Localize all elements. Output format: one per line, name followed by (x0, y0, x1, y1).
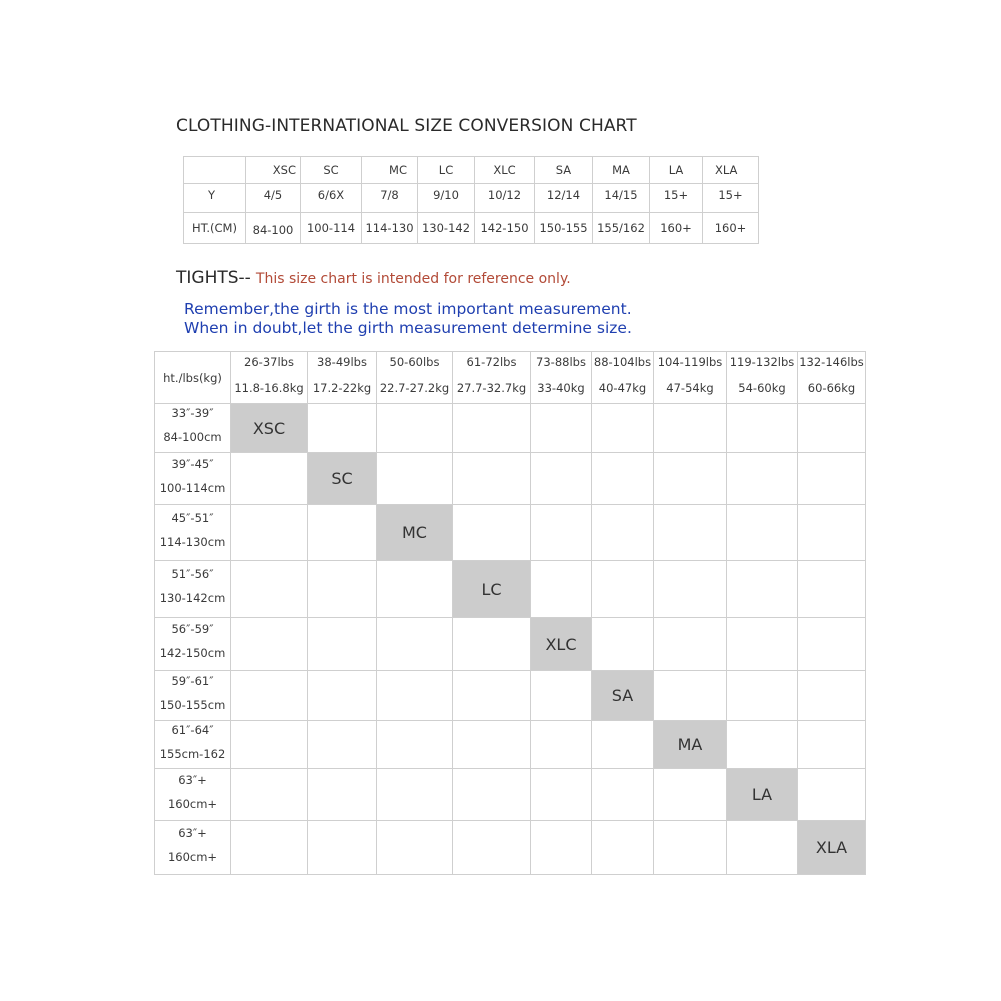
kg-label: 60-66kg (807, 380, 856, 395)
size-header-cell: XSC (246, 157, 301, 184)
empty-cell (377, 671, 453, 721)
size-highlight-cell: SA (592, 671, 654, 721)
empty-cell (377, 769, 453, 821)
empty-cell (654, 671, 727, 721)
cell: 155/162 (593, 213, 650, 244)
empty-cell (453, 769, 531, 821)
size-header-cell: XLC (475, 157, 535, 184)
cell: 9/10 (418, 184, 475, 213)
empty-cell (798, 721, 866, 769)
row-label: Y (184, 184, 246, 213)
height-range-cell (155, 561, 231, 618)
weight-header-row (155, 352, 866, 404)
height-inches: 33″-39″ (171, 406, 214, 420)
corner-cell (184, 157, 246, 184)
empty-cell (231, 453, 308, 505)
empty-cell (654, 769, 727, 821)
cell: 142-150 (475, 213, 535, 244)
empty-cell (727, 404, 798, 453)
height-inches: 63″+ (178, 772, 207, 787)
empty-cell (592, 721, 654, 769)
empty-cell (453, 721, 531, 769)
empty-cell (798, 404, 866, 453)
size-header-row (184, 157, 759, 184)
empty-cell (231, 821, 308, 875)
height-inches: 45″-51″ (171, 510, 214, 525)
cell: 160+ (650, 213, 703, 244)
size-row (155, 404, 866, 453)
empty-cell (592, 821, 654, 875)
height-range-cell (155, 821, 231, 875)
height-inches: 63″+ (178, 825, 207, 840)
kg-label: 40-47kg (598, 380, 647, 395)
cell: 14/15 (593, 184, 650, 213)
tights-heading (176, 268, 571, 288)
empty-cell (453, 404, 531, 453)
empty-cell (592, 453, 654, 505)
weight-header-cell (592, 352, 654, 404)
empty-cell (727, 505, 798, 561)
empty-cell (592, 618, 654, 671)
height-range-cell (155, 671, 231, 721)
empty-cell (308, 404, 377, 453)
cell: 100-114 (301, 213, 362, 244)
empty-cell (798, 769, 866, 821)
size-highlight-cell: LC (453, 561, 531, 618)
lbs-label: 132-146lbs (799, 354, 864, 369)
empty-cell (592, 404, 654, 453)
empty-cell (531, 821, 592, 875)
empty-cell (231, 505, 308, 561)
empty-cell (592, 561, 654, 618)
height-cm: 84-100cm (163, 430, 222, 444)
girth-reminder (184, 300, 632, 338)
kg-label: 22.7-27.2kg (379, 380, 450, 395)
kg-label: 54-60kg (738, 380, 786, 395)
reminder-line: Remember,the girth is the most important measurement. (184, 300, 632, 318)
lbs-label: 88-104lbs (593, 354, 652, 369)
empty-cell (654, 561, 727, 618)
cell: 84-100 (246, 213, 301, 244)
empty-cell (798, 671, 866, 721)
size-row (155, 769, 866, 821)
height-cm: 160cm+ (167, 796, 218, 811)
size-row (155, 453, 866, 505)
empty-cell (727, 453, 798, 505)
empty-cell (308, 561, 377, 618)
empty-cell (727, 671, 798, 721)
height-inches: 61″-64″ (171, 722, 214, 737)
empty-cell (727, 821, 798, 875)
kg-label: 27.7-32.7kg (456, 380, 527, 395)
reference-note: This size chart is intended for reference only. (255, 271, 571, 287)
height-range-cell (155, 453, 231, 505)
lbs-label: 104-119lbs (657, 354, 723, 369)
weight-header-cell (727, 352, 798, 404)
empty-cell (377, 404, 453, 453)
height-cm: 100-114cm (159, 480, 226, 495)
weight-header-cell (308, 352, 377, 404)
size-highlight-cell: MC (377, 505, 453, 561)
empty-cell (531, 721, 592, 769)
empty-cell (377, 721, 453, 769)
empty-cell (308, 721, 377, 769)
cell: 4/5 (246, 184, 301, 213)
height-range-cell (155, 769, 231, 821)
cell: 160+ (703, 213, 759, 244)
age-row (184, 184, 759, 213)
empty-cell (592, 769, 654, 821)
weight-header-cell (798, 352, 866, 404)
size-header-cell: XLA (703, 157, 759, 184)
page-title: CLOTHING-INTERNATIONAL SIZE CONVERSION CHART (176, 116, 637, 136)
size-highlight-cell: XLC (531, 618, 592, 671)
cell: 15+ (703, 184, 759, 213)
empty-cell (453, 821, 531, 875)
weight-header-cell (453, 352, 531, 404)
cell: 12/14 (535, 184, 593, 213)
size-row (155, 821, 866, 875)
height-row (184, 213, 759, 244)
empty-cell (654, 618, 727, 671)
lbs-label: 119-132lbs (729, 354, 795, 369)
empty-cell (654, 404, 727, 453)
lbs-label: 73-88lbs (536, 354, 586, 369)
height-inches: 39″-45″ (171, 456, 214, 471)
cell: 150-155 (535, 213, 593, 244)
empty-cell (727, 721, 798, 769)
empty-cell (531, 404, 592, 453)
size-header-cell: SA (535, 157, 593, 184)
empty-cell (453, 671, 531, 721)
empty-cell (531, 561, 592, 618)
cell: 7/8 (362, 184, 418, 213)
empty-cell (231, 721, 308, 769)
empty-cell (654, 821, 727, 875)
height-inches: 59″-61″ (171, 673, 214, 688)
size-highlight-cell: XLA (798, 821, 866, 875)
size-header-cell: LA (650, 157, 703, 184)
kg-label: 17.2-22kg (312, 380, 372, 395)
size-row (155, 618, 866, 671)
size-header-cell: LC (418, 157, 475, 184)
empty-cell (453, 453, 531, 505)
height-cm: 142-150cm (159, 646, 226, 660)
cell: 114-130 (362, 213, 418, 244)
weight-header-cell (654, 352, 727, 404)
height-range-cell (155, 618, 231, 671)
empty-cell (798, 453, 866, 505)
empty-cell (308, 769, 377, 821)
empty-cell (308, 618, 377, 671)
reminder-line: When in doubt,let the girth measurement determine size. (184, 319, 632, 337)
height-cm: 150-155cm (159, 697, 226, 712)
height-cm: 155cm-162 (159, 746, 226, 761)
empty-cell (308, 821, 377, 875)
empty-cell (531, 453, 592, 505)
size-header-cell: MC (362, 157, 418, 184)
size-conversion-table (183, 156, 759, 244)
empty-cell (654, 505, 727, 561)
empty-cell (727, 618, 798, 671)
cell: 15+ (650, 184, 703, 213)
size-header-cell: SC (301, 157, 362, 184)
tights-label: TIGHTS-- (176, 268, 251, 288)
empty-cell (654, 453, 727, 505)
empty-cell (231, 769, 308, 821)
height-inches: 56″-59″ (171, 622, 214, 636)
lbs-label: 26-37lbs (244, 354, 294, 369)
empty-cell (377, 821, 453, 875)
size-highlight-cell: SC (308, 453, 377, 505)
empty-cell (308, 671, 377, 721)
size-row (155, 671, 866, 721)
size-header-cell: MA (593, 157, 650, 184)
empty-cell (377, 561, 453, 618)
weight-header-cell (377, 352, 453, 404)
empty-cell (231, 618, 308, 671)
size-highlight-cell: LA (727, 769, 798, 821)
row-label: HT.(CM) (184, 213, 246, 244)
height-range-cell (155, 505, 231, 561)
lbs-label: 50-60lbs (389, 354, 440, 369)
corner-cell: ht./lbs(kg) (155, 352, 231, 404)
empty-cell (453, 505, 531, 561)
height-cm: 114-130cm (159, 534, 226, 549)
empty-cell (531, 769, 592, 821)
tights-size-table (154, 351, 866, 875)
size-row (155, 721, 866, 769)
height-inches: 51″-56″ (171, 567, 214, 581)
empty-cell (592, 505, 654, 561)
empty-cell (798, 561, 866, 618)
size-highlight-cell: XSC (231, 404, 308, 453)
empty-cell (531, 671, 592, 721)
tights-grid-body (155, 404, 866, 875)
kg-label: 33-40kg (537, 380, 585, 395)
lbs-label: 38-49lbs (317, 354, 367, 369)
weight-header-cell (231, 352, 308, 404)
size-highlight-cell: MA (654, 721, 727, 769)
kg-label: 11.8-16.8kg (234, 380, 304, 395)
weight-header-cell (531, 352, 592, 404)
cell: 130-142 (418, 213, 475, 244)
size-row (155, 505, 866, 561)
lbs-label: 61-72lbs (466, 354, 517, 369)
height-cm: 160cm+ (167, 849, 218, 864)
kg-label: 47-54kg (666, 380, 714, 395)
empty-cell (377, 453, 453, 505)
size-row (155, 561, 866, 618)
cell: 6/6X (301, 184, 362, 213)
empty-cell (531, 505, 592, 561)
empty-cell (231, 561, 308, 618)
empty-cell (377, 618, 453, 671)
cell: 10/12 (475, 184, 535, 213)
height-cm: 130-142cm (159, 591, 226, 605)
empty-cell (231, 671, 308, 721)
empty-cell (453, 618, 531, 671)
empty-cell (727, 561, 798, 618)
height-range-cell (155, 404, 231, 453)
empty-cell (308, 505, 377, 561)
empty-cell (798, 618, 866, 671)
height-range-cell (155, 721, 231, 769)
empty-cell (798, 505, 866, 561)
